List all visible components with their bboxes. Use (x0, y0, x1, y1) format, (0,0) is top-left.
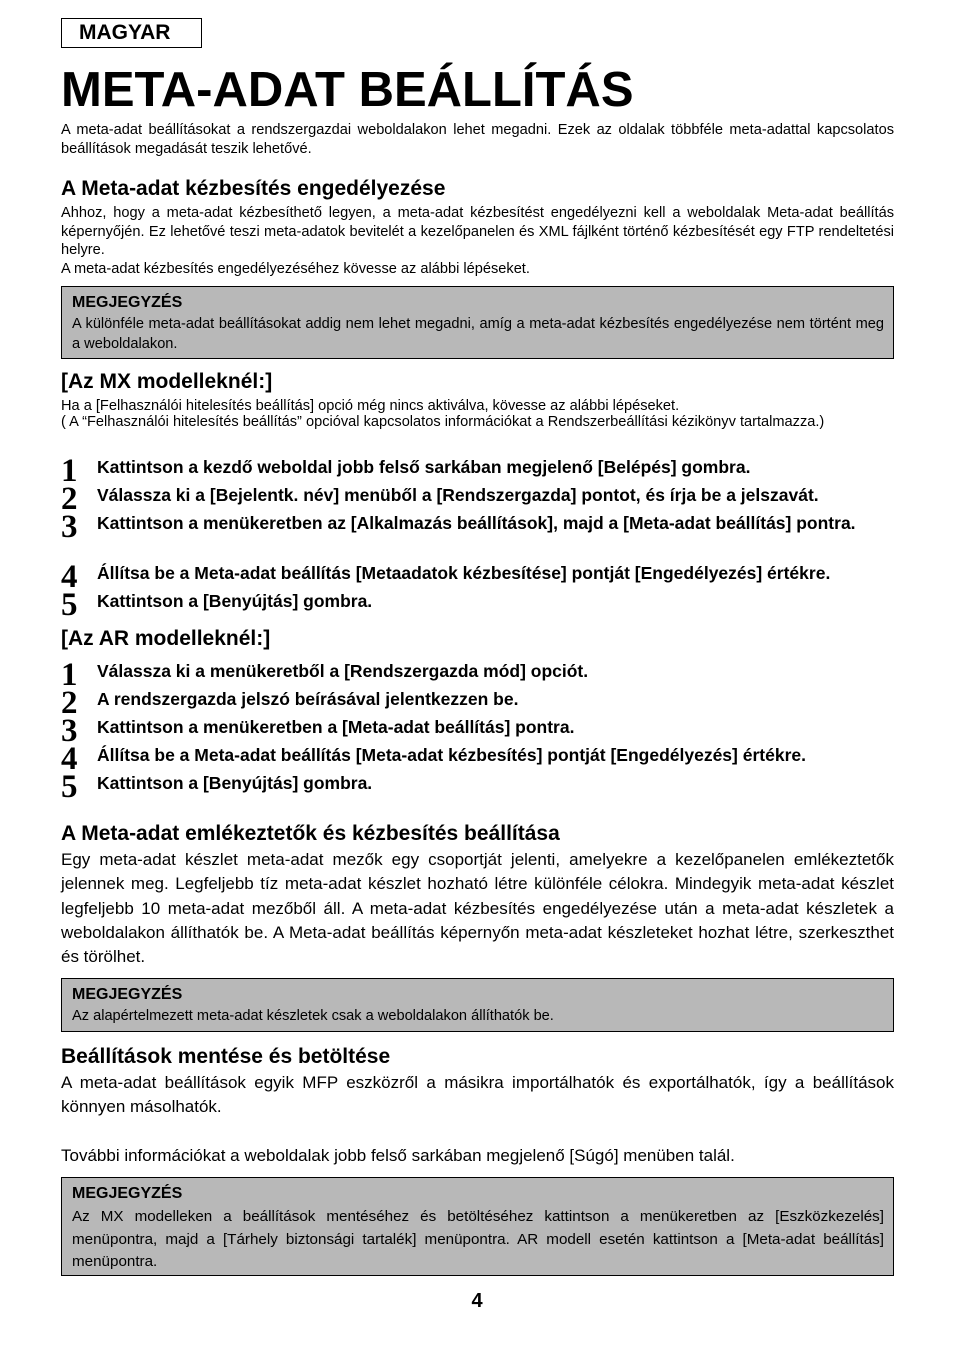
step-item (61, 509, 894, 562)
note-title: MEGJEGYZÉS (72, 294, 183, 311)
mx-models-section (61, 369, 894, 430)
step-text: Kattintson a kezdő weboldal jobb felső sarkában megjelenő [Belépés] gombra. (97, 457, 751, 477)
note-text: Az alapértelmezett meta-adat készletek csak a weboldalakon állíthatók be. (72, 1008, 554, 1024)
step-item (61, 713, 894, 749)
step-text: Válassza ki a [Bejelentk. név] menüből a [Rendszergazda] pontot, és írja be a jelszavát. (97, 485, 819, 505)
step-item (61, 685, 894, 721)
section-body: Egy meta-adat készlet meta-adat mezők egy csoportját jelenti, amelyekre a kezelőpanelen emlékeztetők jelennek meg. Legfeljebb tíz meta-adat készlet hozható létre különféle célokra. Mindegyik meta-adat készlet legfeljebb 10 meta-adat mezőből áll. A meta-adat kézbesítés engedélyezése után a meta-adat készletek a weboldalakon állíthatók be. A Meta-adat beállítás képernyőn meta-adat készleteket hozhat létre, szerkeszthet és törölhet. (61, 850, 894, 967)
page-title: META-ADAT BEÁLLÍTÁS (61, 63, 634, 117)
step-item (61, 657, 894, 693)
mx-steps (61, 453, 894, 623)
section-save-load (61, 1044, 894, 1168)
step-number: 3 (61, 713, 78, 749)
section-body-2: További információkat a weboldalak jobb felső sarkában megjelenő [Súgó] menüben talál. (61, 1145, 735, 1165)
ar-heading: [Az AR modelleknél:] (61, 627, 271, 650)
step-text: Kattintson a menükeretben az [Alkalmazás beállítások], majd a [Meta-adat beállítás] pontra. (97, 513, 856, 533)
mx-intro-note: ( A “Felhasználói hitelesítés beállítás” opcióval kapcsolatos információkat a Rendszerbeállítási kézikönyv tartalmazza.) (61, 414, 825, 430)
step-text: Kattintson a menükeretben a [Meta-adat beállítás] pontra. (97, 717, 575, 737)
section-heading: A Meta-adat kézbesítés engedélyezése (61, 177, 446, 200)
step-item (61, 769, 894, 805)
step-text: A rendszergazda jelszó beírásával jelentkezzen be. (97, 689, 519, 709)
section-body: Ahhoz, hogy a meta-adat kézbesíthető legyen, a meta-adat kézbesítést engedélyezni kell a weboldalak Meta-adat beállítás képernyőjén. Ez lehetővé teszi meta-adatok bevitelét a kezelőpanelen és XML fájlként történő kézbesítését egy FTP rendeltetési helyre. (61, 205, 894, 258)
section-heading: A Meta-adat emlékeztetők és kézbesítés beállítása (61, 822, 560, 845)
section-delivery-enable (61, 176, 894, 278)
intro-text: A meta-adat beállításokat a rendszergazdai weboldalakon lehet megadni. Ezek az oldalak többféle meta-adattal kapcsolatos beállítások megadását teszik lehetővé. (61, 122, 894, 157)
note-title: MEGJEGYZÉS (72, 1185, 183, 1202)
step-text: Kattintson a [Benyújtás] gombra. (97, 591, 373, 611)
note-text: Az MX modelleken a beállítások mentéséhez és betöltéséhez kattintson a menükeretben az [Eszközkezelés] menüpontra, majd a [Tárhely biztonsági tartalék] menüpontra. AR modell esetén kattintson a [Meta-adat beállítás] menüpontra. (72, 1208, 884, 1270)
step-item (61, 559, 894, 595)
step-text: Válassza ki a menükeretből a [Rendszergazda mód] opciót. (97, 661, 589, 681)
step-number: 4 (61, 559, 78, 595)
step-number: 2 (61, 481, 78, 517)
ar-models-section (61, 626, 894, 652)
step-number: 4 (61, 741, 78, 777)
step-item (61, 587, 894, 623)
ar-steps (61, 657, 894, 805)
step-number: 1 (61, 657, 78, 693)
section-body: A meta-adat beállítások egyik MFP eszközről a másikra importálhatók és exportálhatók, így a beállítások könnyen másolhatók. (61, 1073, 894, 1117)
step-item (61, 453, 894, 489)
step-number: 1 (61, 453, 78, 489)
intro-paragraph (61, 121, 894, 158)
step-number: 5 (61, 769, 78, 805)
step-number: 3 (61, 509, 78, 545)
step-text: Állítsa be a Meta-adat beállítás [Meta-adat kézbesítés] pontját [Engedélyezés] értékre. (97, 745, 806, 765)
step-item (61, 741, 894, 777)
section-reminders (61, 821, 894, 969)
step-text: Kattintson a [Benyújtás] gombra. (97, 773, 373, 793)
note-box (61, 978, 894, 1032)
note-title: MEGJEGYZÉS (72, 986, 183, 1003)
note-box (61, 1177, 894, 1276)
page-number: 4 (471, 1290, 483, 1312)
section-heading: Beállítások mentése és betöltése (61, 1045, 391, 1068)
note-box (61, 286, 894, 359)
step-number: 5 (61, 587, 78, 623)
step-text: Állítsa be a Meta-adat beállítás [Metaadatok kézbesítése] pontját [Engedélyezés] értékre. (97, 563, 831, 583)
mx-intro: Ha a [Felhasználói hitelesítés beállítás] opció még nincs aktiválva, kövesse az alábbi lépéseket. (61, 398, 680, 414)
mx-heading: [Az MX modelleknél:] (61, 370, 273, 393)
language-label: MAGYAR (61, 18, 202, 48)
step-number: 2 (61, 685, 78, 721)
note-text: A különféle meta-adat beállításokat addig nem lehet megadni, amíg a meta-adat kézbesítés engedélyezése nem történt meg a weboldalakon. (72, 316, 884, 352)
section-body-2: A meta-adat kézbesítés engedélyezéséhez kövesse az alábbi lépéseket. (61, 260, 530, 277)
step-item (61, 481, 894, 517)
